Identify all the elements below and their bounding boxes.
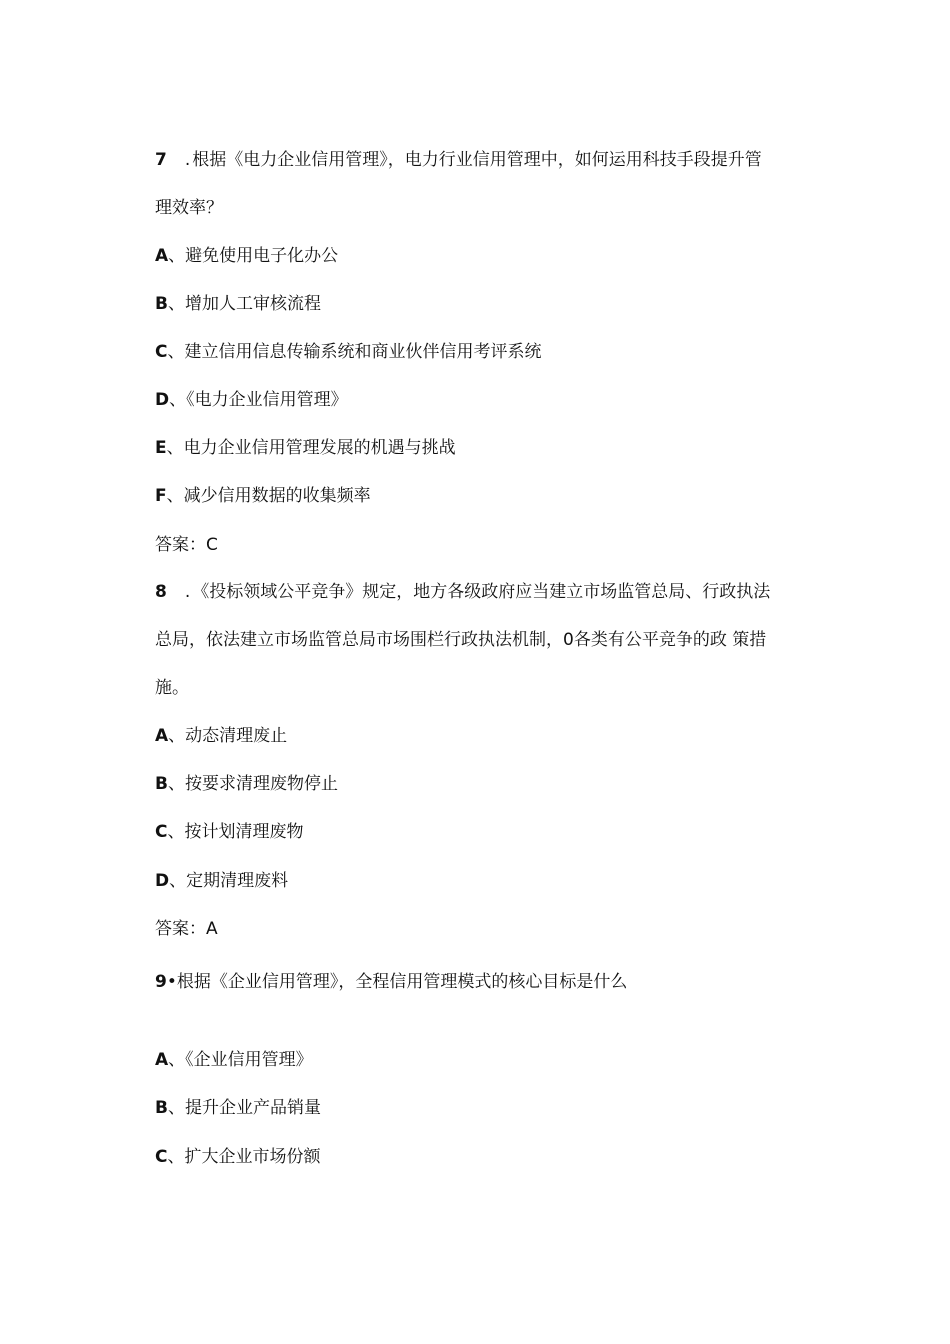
question-9-option-b (155, 1096, 321, 1120)
question-9-option-c (155, 1145, 320, 1169)
option-text: 、按要求清理废物停止 (167, 774, 338, 794)
question-9-text-1: •根据《企业信用管理》，全程信用管理模式的核心目标是什么 (166, 972, 628, 992)
question-7-line-1 (155, 148, 762, 172)
question-8-answer: 答案：A (155, 919, 218, 939)
question-8-number: 8 (155, 582, 167, 602)
question-8-option-a (155, 724, 287, 748)
option-text: 、动态清理废止 (168, 726, 288, 746)
option-text: 、提升企业产品销量 (167, 1098, 321, 1118)
question-number-dot: . (184, 150, 191, 170)
question-9-number: 9 (155, 972, 167, 992)
question-7-option-a (155, 244, 338, 268)
question-8-text-1: 《投标领域公平竞争》规定，地方各级政府应当建立市场监管总局、行政执法 (192, 582, 771, 602)
option-letter: F (155, 486, 167, 506)
option-letter: B (155, 294, 168, 314)
option-text: 、按计划清理废物 (167, 822, 304, 842)
question-7-number: 7 (155, 150, 167, 170)
question-7-option-d (155, 388, 348, 412)
option-text: 、避免使用电子化办公 (168, 246, 339, 266)
option-letter: A (155, 1050, 169, 1070)
option-letter: B (155, 1098, 168, 1118)
option-text: 、扩大企业市场份额 (167, 1147, 321, 1167)
question-8-option-d (155, 869, 288, 893)
question-7-answer: 答案：C (155, 535, 218, 555)
option-letter: A (155, 726, 169, 746)
question-7-text-1: 根据《电力企业信用管理》，电力行业信用管理中，如何运用科技手段提升管 (192, 150, 762, 170)
question-number-dot: . (184, 582, 191, 602)
question-7-option-f (155, 484, 371, 508)
option-text: 、定期清理废料 (169, 871, 289, 891)
option-letter: C (155, 342, 168, 362)
question-7-option-e (155, 436, 456, 460)
option-letter: C (155, 822, 168, 842)
option-letter: C (155, 1147, 168, 1167)
question-9-line-1 (155, 970, 627, 994)
option-letter: D (155, 871, 170, 891)
option-text: 、《企业信用管理》 (168, 1050, 313, 1070)
option-text: 、减少信用数据的收集频率 (166, 486, 371, 506)
option-text: 、建立信用信息传输系统和商业伙伴信用考评系统 (167, 342, 542, 362)
question-8-line-1 (155, 580, 770, 604)
question-8-option-b (155, 772, 338, 796)
question-7-option-c (155, 340, 541, 364)
question-7-line-2: 理效率？ (155, 198, 223, 218)
option-letter: D (155, 390, 170, 410)
option-letter: E (155, 438, 167, 458)
option-text: 、增加人工审核流程 (167, 294, 321, 314)
option-letter: A (155, 246, 169, 266)
question-7-option-b (155, 292, 321, 316)
option-text: 、《电力企业信用管理》 (169, 390, 348, 410)
question-9-option-a (155, 1048, 313, 1072)
option-text: 、电力企业信用管理发展的机遇与挑战 (166, 438, 456, 458)
question-8-option-c (155, 820, 303, 844)
question-8-line-3: 施。 (155, 678, 189, 698)
option-letter: B (155, 774, 168, 794)
question-8-line-2: 总局，依法建立市场监管总局市场围栏行政执法机制，0各类有公平竞争的政 策措 (155, 630, 767, 650)
